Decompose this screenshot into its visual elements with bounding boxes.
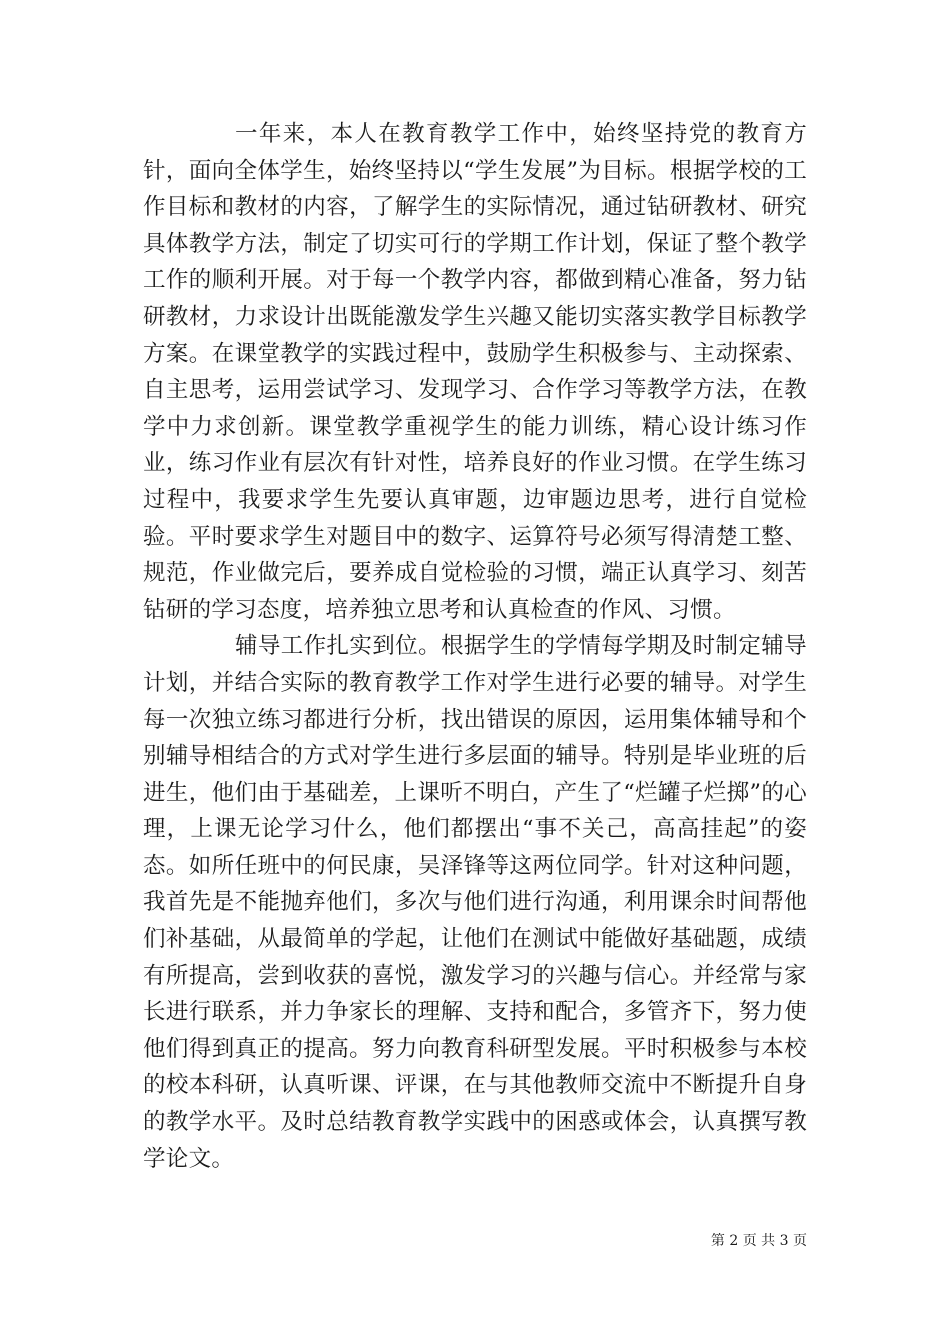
- paragraph-tutoring-work: 辅导工作扎实到位。根据学生的学情每学期及时制定辅导计划，并结合实际的教育教学工作对学生进行必要的辅导。对学生每一次独立练习都进行分析，找出错误的原因，运用集体辅导和个别辅导相结合的方式对学生进行多层面的辅导。特别是毕业班的后进生，他们由于基础差，上课听不明白，产生了“烂罐子烂掷”的心理，上课无论学习什么，他们都摆出“事不关己，高高挂起”的姿态。如所任班中的何民康，吴泽锋等这两位同学。针对这种问题，我首先是不能抛弃他们，多次与他们进行沟通，利用课余时间帮他们补基础，从最简单的学起，让他们在测试中能做好基础题，成绩有所提高，尝到收获的喜悦，激发学习的兴趣与信心。并经常与家长进行联系，并力争家长的理解、支持和配合，多管齐下，努力使他们得到真正的提高。努力向教育科研型发展。平时积极参与本校的校本科研，认真听课、评课，在与其他教师交流中不断提升自身的教学水平。及时总结教育教学实践中的困惑或体会，认真撰写教学论文。: [143, 633, 807, 1172]
- paragraph-teaching-work: 一年来，本人在教育教学工作中，始终坚持党的教育方针，面向全体学生，始终坚持以“学生发展”为目标。根据学校的工作目标和教材的内容，了解学生的实际情况，通过钻研教材、研究具体教学方法，制定了切实可行的学期工作计划，保证了整个教学工作的顺利开展。对于每一个教学内容，都做到精心准备，努力钻研教材，力求设计出既能激发学生兴趣又能切实落实教学目标教学方案。在课堂教学的实践过程中，鼓励学生积极参与、主动探索、自主思考，运用尝试学习、发现学习、合作学习等教学方法，在教学中力求创新。课堂教学重视学生的能力训练，精心设计练习作业，练习作业有层次有针对性，培养良好的作业习惯。在学生练习过程中，我要求学生先要认真审题，边审题边思考，进行自觉检验。平时要求学生对题目中的数字、运算符号必须写得清楚工整、规范，作业做完后，要养成自觉检验的习惯，端正认真学习、刻苦钻研的学习态度，培养独立思考和认真检查的作风、习惯。: [143, 121, 807, 623]
- document-body: [143, 116, 807, 1177]
- page-number-footer: 第 2 页 共 3 页: [710, 1233, 807, 1249]
